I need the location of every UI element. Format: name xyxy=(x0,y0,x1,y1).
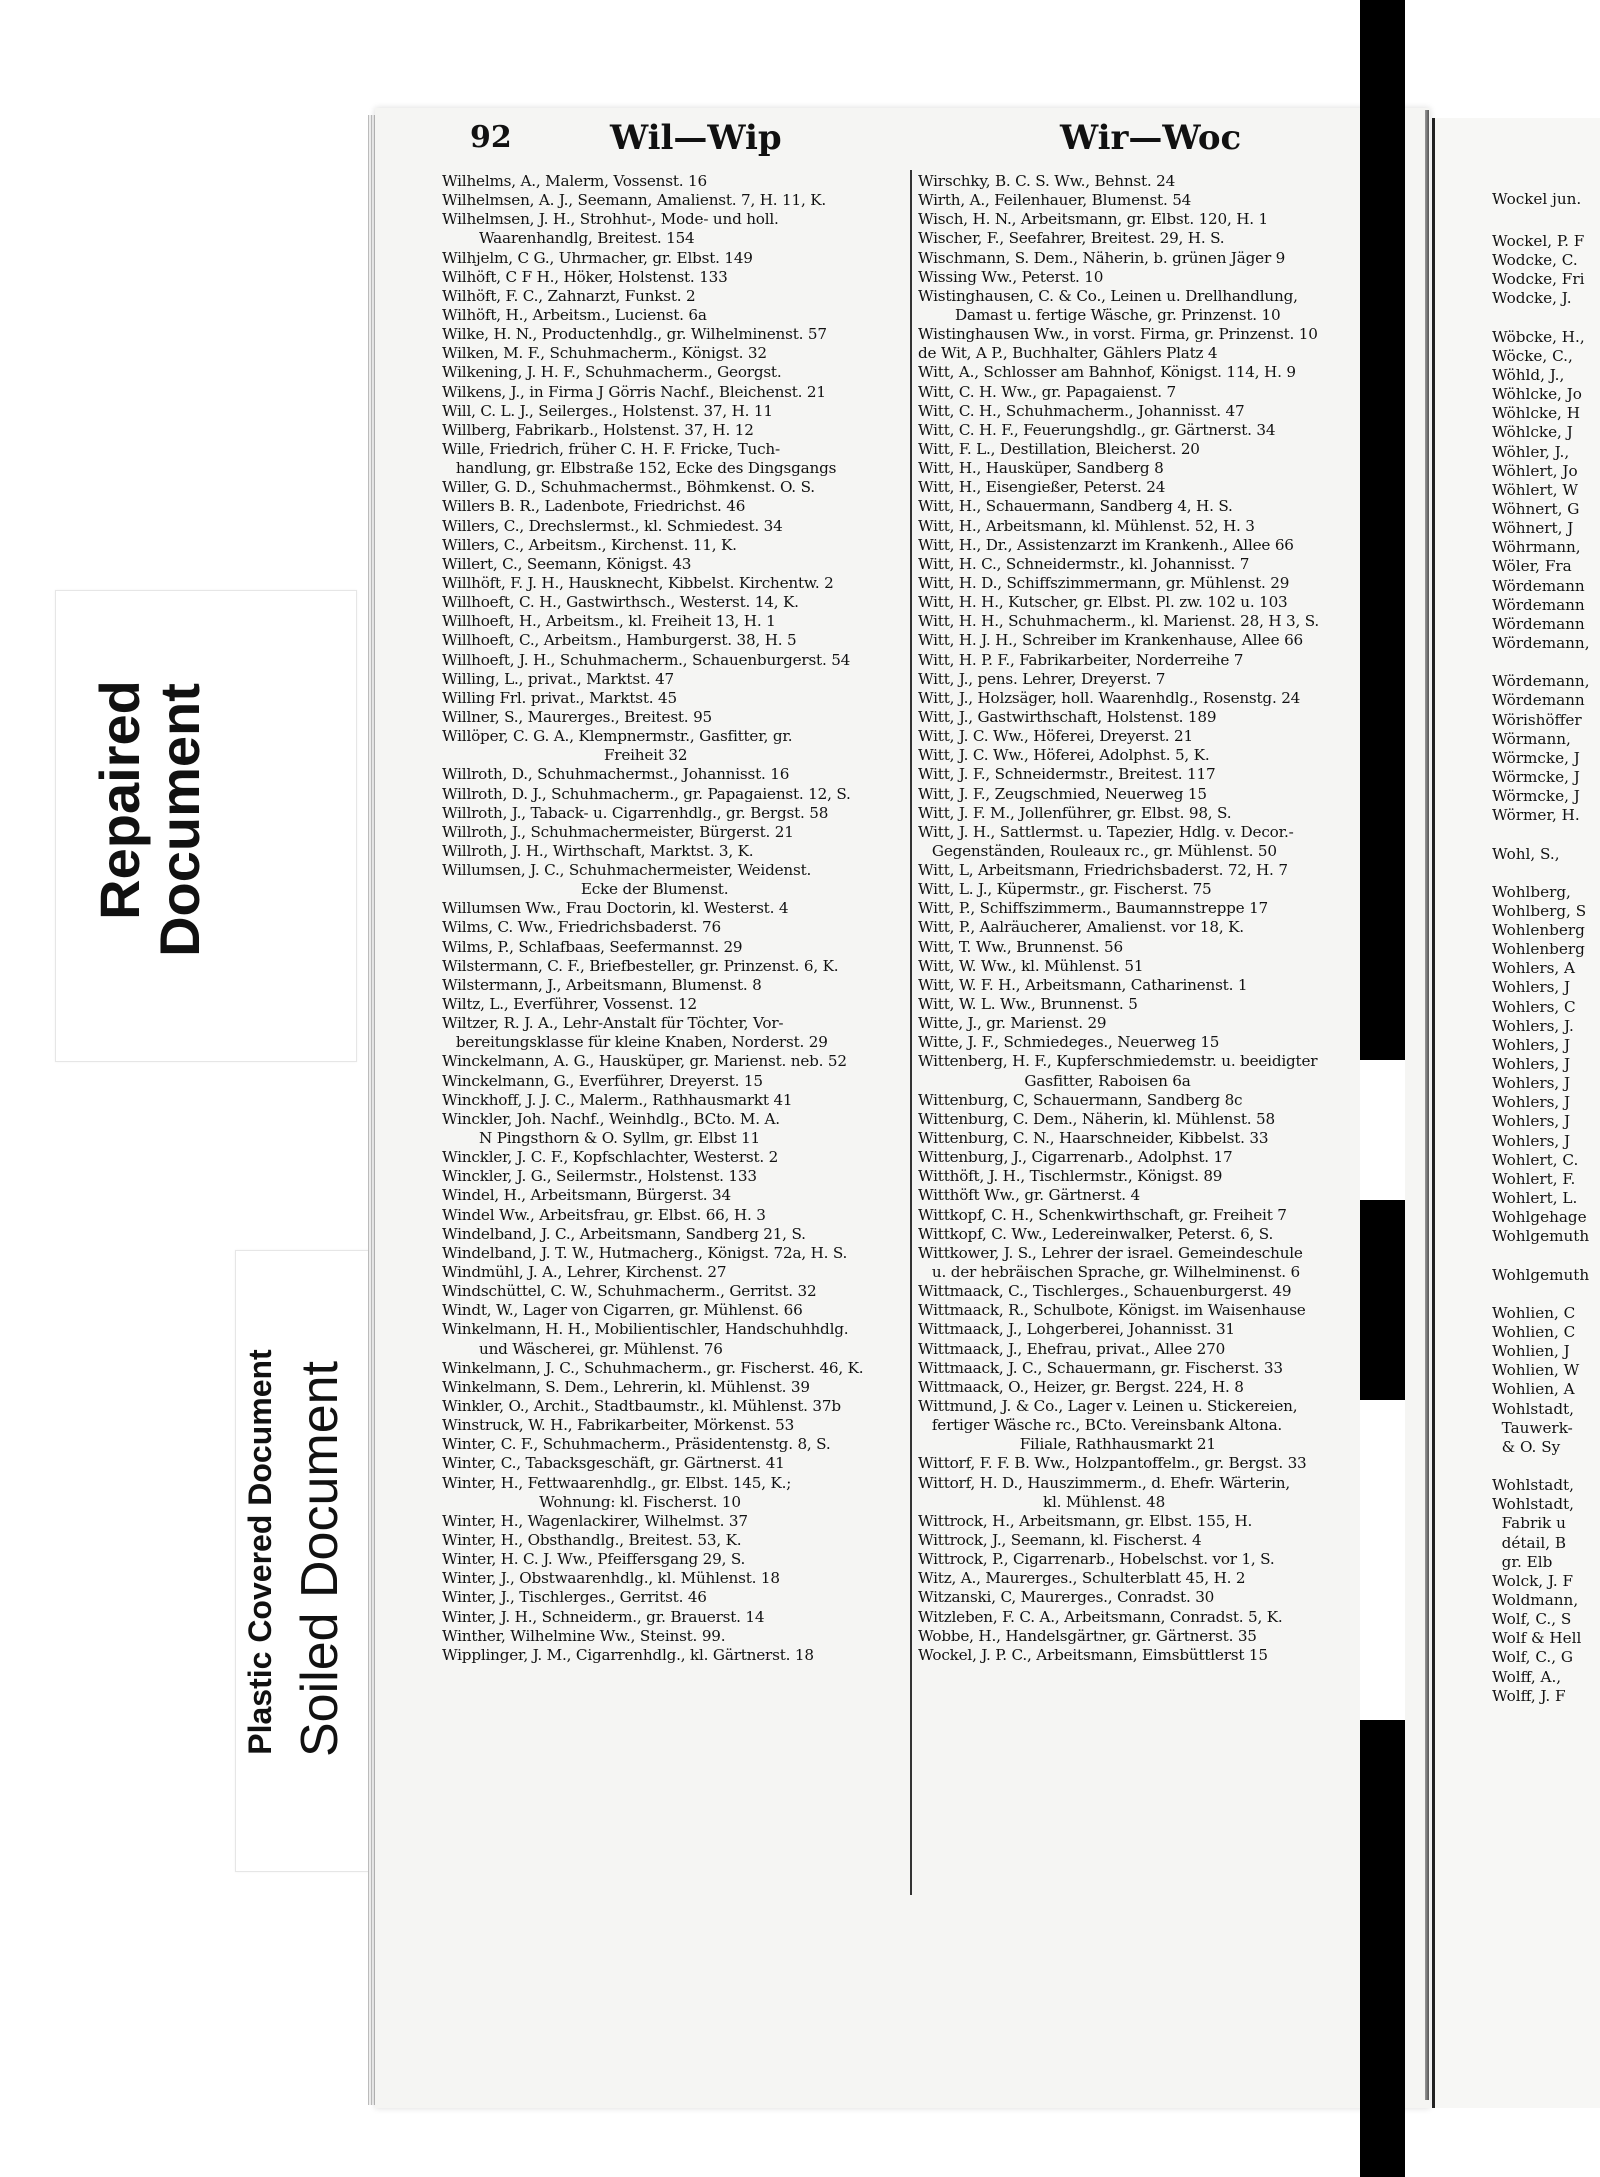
right-column-entry: Wittkopf, C. Ww., Ledereinwalker, Peterst. 6, S. xyxy=(918,1224,1274,1243)
right-column-entry: Witt, H. H., Schuhmacherm., kl. Marienst. 28, H 3, S. xyxy=(918,612,1320,631)
right-column-entry: Witt, H., Arbeitsmann, kl. Mühlenst. 52, H. 3 xyxy=(918,516,1255,535)
right-column-entry: Witt, H. C., Schneidermstr., kl. Johannisst. 7 xyxy=(918,554,1250,573)
next-page-entry xyxy=(1492,1246,1600,1265)
left-column-entry: Wilstermann, J., Arbeitsmann, Blumenst. 8 xyxy=(442,975,762,994)
left-column-entry: Winckelmann, A. G., Hausküper, gr. Marienst. neb. 52 xyxy=(442,1052,847,1071)
right-column-entry: Wittmaack, C., Tischlerges., Schauenburgerst. 49 xyxy=(918,1282,1292,1301)
repaired-label-line2: Document xyxy=(148,683,211,957)
left-column-entry: und Wäscherei, gr. Mühlenst. 76 xyxy=(442,1339,723,1358)
next-page-entry xyxy=(1492,1457,1600,1476)
right-column-entry: Wittenburg, J., Cigarrenarb., Adolphst. 17 xyxy=(918,1148,1233,1167)
right-column-entry: Witt, L, Arbeitsmann, Friedrichsbaderst. 72, H. 7 xyxy=(918,861,1288,880)
right-column-entry: Wittkower, J. S., Lehrer der israel. Gemeindeschule xyxy=(918,1243,1303,1262)
next-page-entry: Wohlert, C. xyxy=(1492,1150,1579,1169)
next-page-entry: Woldmann, xyxy=(1492,1590,1579,1609)
next-page-entry: Wolff, J. F xyxy=(1492,1686,1566,1705)
right-column-entry: Witt, J., Holzsäger, holl. Waarenhdlg., Rosenstg. 24 xyxy=(918,688,1301,707)
left-column-entry: Winter, J., Tischlerges., Gerritst. 46 xyxy=(442,1588,707,1607)
left-column-entry: Winkelmann, J. C., Schuhmacherm., gr. Fischerst. 46, K. xyxy=(442,1358,864,1377)
left-column-entry: Wohnung: kl. Fischerst. 10 xyxy=(442,1492,741,1511)
next-page-entry: Wolck, J. F xyxy=(1492,1571,1574,1590)
left-column-entry: Winstruck, W. H., Fabrikarbeiter, Mörkenst. 53 xyxy=(442,1416,795,1435)
next-page-entry: Wöhlcke, Jo xyxy=(1492,385,1582,404)
right-column-entry: Damast u. fertige Wäsche, gr. Prinzenst. 10 xyxy=(918,305,1281,324)
right-column-entry: Witt, P., Schiffszimmerm., Baumannstreppe 17 xyxy=(918,899,1269,918)
right-column-entry: u. der hebräischen Sprache, gr. Wilhelminenst. 6 xyxy=(918,1263,1300,1282)
left-column-entry: Wilhöft, C F H., Höker, Holstenst. 133 xyxy=(442,267,728,286)
left-column-entry: Winter, H., Wagenlackirer, Wilhelmst. 37 xyxy=(442,1511,748,1530)
next-page-entry: Wohlenberg xyxy=(1492,921,1585,940)
left-column-entry: Wilkens, J., in Firma J Görris Nachf., Bleichenst. 21 xyxy=(442,382,826,401)
left-column-entry: Windmühl, J. A., Lehrer, Kirchenst. 27 xyxy=(442,1263,727,1282)
left-column-entry: Willhoeft, J. H., Schuhmacherm., Schauenburgerst. 54 xyxy=(442,650,851,669)
left-column-entry: Wiltz, L., Everführer, Vossenst. 12 xyxy=(442,995,697,1014)
next-page-entry: Wohlgemuth xyxy=(1492,1265,1590,1284)
left-column-entry: Willroth, D., Schuhmachermst., Johannisst. 16 xyxy=(442,765,790,784)
right-column-entry: Witt, L. J., Küpermstr., gr. Fischerst. 75 xyxy=(918,880,1212,899)
next-page-entry: & O. Sy xyxy=(1492,1437,1561,1456)
next-page-entry: Wöcke, C., xyxy=(1492,346,1573,365)
next-page-entry: Wohlers, J xyxy=(1492,1035,1571,1054)
next-page-entry: Wohlien, C xyxy=(1492,1323,1576,1342)
right-column-entry: Wissing Ww., Peterst. 10 xyxy=(918,267,1104,286)
right-column-entry: Wischmann, S. Dem., Näherin, b. grünen Jäger 9 xyxy=(918,248,1286,267)
next-page-entry xyxy=(1492,1285,1600,1304)
right-column-header: Wir—Woc xyxy=(1060,118,1242,158)
next-page-entry: Wohlgehage xyxy=(1492,1208,1587,1227)
right-column-entry: Witt, H., Schauermann, Sandberg 4, H. S. xyxy=(918,497,1233,516)
left-column-entry: N Pingsthorn & O. Syllm, gr. Elbst 11 xyxy=(442,1129,761,1148)
left-column-entry: Wilhöft, H., Arbeitsm., Lucienst. 6a xyxy=(442,305,707,324)
next-page-entry: Wörmcke, J xyxy=(1492,748,1580,767)
right-column-entry: Filiale, Rathhausmarkt 21 xyxy=(918,1435,1216,1454)
next-page-entry: Wolf, C., S xyxy=(1492,1610,1572,1629)
left-column-entry: Willing Frl. privat., Marktst. 45 xyxy=(442,688,677,707)
next-page-entry: Wohlstadt, xyxy=(1492,1495,1574,1514)
left-column-entry: Willner, S., Maurerges., Breitest. 95 xyxy=(442,707,712,726)
right-column-entry: Wittmaack, J., Lohgerberei, Johannisst. 31 xyxy=(918,1320,1235,1339)
next-page-entry xyxy=(1492,653,1600,672)
next-page-entry: Wohlers, J xyxy=(1492,1112,1571,1131)
right-column-entry: Wittrock, H., Arbeitsmann, gr. Elbst. 155, H. xyxy=(918,1511,1253,1530)
next-page-entry: Wöhlert, W xyxy=(1492,480,1578,499)
left-column-entry: Willhoeft, C. H., Gastwirthsch., Westerst. 14, K. xyxy=(442,593,799,612)
left-column-entry: Willers, C., Arbeitsm., Kirchenst. 11, K. xyxy=(442,535,737,554)
left-column-entry: Ecke der Blumenst. xyxy=(442,880,729,899)
next-page-entry: Wodcke, J. xyxy=(1492,289,1572,308)
left-column-entry: Willert, C., Seemann, Königst. 43 xyxy=(442,554,692,573)
right-column-entry: Wittmaack, R., Schulbote, Königst. im Waisenhause xyxy=(918,1301,1306,1320)
right-column-entry: Wittmaack, O., Heizer, gr. Bergst. 224, H. 8 xyxy=(918,1377,1244,1396)
next-page-entry: Wolf & Hell xyxy=(1492,1629,1582,1648)
next-page-entry: Wöhrmann, xyxy=(1492,538,1581,557)
left-column-entry: Waarenhandlg, Breitest. 154 xyxy=(442,229,695,248)
plastic-covered-label: Plastic Covered Document xyxy=(242,1349,278,1755)
right-column-entry: Wittmund, J. & Co., Lager v. Leinen u. Stickereien, xyxy=(918,1397,1298,1415)
next-page-entry: Wockel, P. F xyxy=(1492,232,1585,250)
right-column-entry: Witte, J., gr. Marienst. 29 xyxy=(918,1014,1107,1033)
left-column-entry: Winter, H., Obsthandlg., Breitest. 53, K. xyxy=(442,1530,742,1549)
left-column-header: Wil—Wip xyxy=(610,118,782,158)
right-column-entry: Wistinghausen, C. & Co., Leinen u. Drellhandlung, xyxy=(918,286,1298,305)
right-column-entry: Witt, J. F. M., Jollenführer, gr. Elbst. 98, S. xyxy=(918,803,1232,822)
left-column-entry: Windelband, J. C., Arbeitsmann, Sandberg 21, S. xyxy=(442,1224,806,1243)
right-column-entry: Witt, J., Gastwirthschaft, Holstenst. 189 xyxy=(918,707,1217,726)
left-column-entry: Willroth, J., Taback- u. Cigarrenhdlg., gr. Bergst. 58 xyxy=(442,803,829,822)
next-page-entry: Tauwerk- xyxy=(1492,1418,1573,1437)
next-page-entry: détail, B xyxy=(1492,1533,1567,1552)
right-column-entry: Gegenständen, Rouleaux rc., gr. Mühlenst. 50 xyxy=(918,841,1277,860)
right-column-entry: Witt, W. F. H., Arbeitsmann, Catharinenst. 1 xyxy=(918,975,1248,994)
next-page-entry: Wöhnert, J xyxy=(1492,519,1574,538)
right-column-entry: Witt, H., Eisengießer, Peterst. 24 xyxy=(918,478,1166,497)
left-column-entry: Willöper, C. G. A., Klempnermstr., Gasfitter, gr. xyxy=(442,727,793,746)
right-column-entry: Wittenburg, C, Schauermann, Sandberg 8c xyxy=(918,1090,1243,1109)
left-column-entry: Winkler, O., Archit., Stadtbaumstr., kl. Mühlenst. 37b xyxy=(442,1397,841,1415)
right-column-entry: Witt, W. L. Ww., Brunnenst. 5 xyxy=(918,995,1138,1014)
left-column-entry: Wilhöft, F. C., Zahnarzt, Funkst. 2 xyxy=(442,286,696,305)
next-page-entry: Wohl, S., xyxy=(1492,844,1560,863)
right-column-entry: Witt, H. D., Schiffszimmermann, gr. Mühlenst. 29 xyxy=(918,573,1290,592)
next-page-entry: Wodcke, C. xyxy=(1492,251,1578,270)
right-column-entry: Witt, J. C. Ww., Höferei, Adolphst. 5, K. xyxy=(918,746,1210,765)
right-column-entry: Witt, C. H. F., Feuerungshdlg., gr. Gärtnerst. 34 xyxy=(918,420,1276,439)
right-column-entry: Wirth, A., Feilenhauer, Blumenst. 54 xyxy=(918,191,1192,210)
left-column-entry: Winter, C., Tabacksgeschäft, gr. Gärtnerst. 41 xyxy=(442,1454,785,1473)
next-page-entry: Wohlers, J xyxy=(1492,1131,1571,1150)
left-column-entry: Willhoeft, C., Arbeitsm., Hamburgerst. 38, H. 5 xyxy=(442,631,797,650)
right-column-entry: Wittenburg, C. N., Haarschneider, Kibbelst. 33 xyxy=(918,1129,1269,1148)
right-column-entry: Witt, W. Ww., kl. Mühlenst. 51 xyxy=(918,956,1144,975)
left-column-entry: Winckler, J. C. F., Kopfschlachter, Westerst. 2 xyxy=(442,1148,779,1167)
next-page-entry: Wöbcke, H., xyxy=(1492,327,1585,346)
right-column-entry: Witz, A., Maurerges., Schulterblatt 45, H. 2 xyxy=(918,1569,1246,1588)
next-page-entry: Wohlers, J xyxy=(1492,1074,1571,1093)
right-column-entry: Wittorf, H. D., Hauszimmerm., d. Ehefr. Wärterin, xyxy=(918,1473,1290,1492)
next-page-entry: Wohlstadt, xyxy=(1492,1399,1574,1418)
right-column-entry: Witt, C. H., Schuhmacherm., Johannisst. 47 xyxy=(918,401,1245,420)
left-column-entry: Winther, Wilhelmine Ww., Steinst. 99. xyxy=(442,1626,726,1645)
right-column-entry: Wittmaack, J. C., Schauermann, gr. Fischerst. 33 xyxy=(918,1358,1283,1377)
right-column-entry: Wisch, H. N., Arbeitsmann, gr. Elbst. 120, H. 1 xyxy=(918,210,1268,229)
left-column-entry: Willroth, D. J., Schuhmacherm., gr. Papagaienst. 12, S. xyxy=(442,784,851,803)
next-page-entry: Wolff, A., xyxy=(1492,1667,1562,1686)
next-page-entry: Wohlgemuth xyxy=(1492,1227,1590,1246)
next-page-entry: Wörmcke, J xyxy=(1492,787,1580,806)
right-column-entry: Witt, J. F., Schneidermstr., Breitest. 117 xyxy=(918,765,1216,784)
soiled-label: Soiled Document xyxy=(291,1361,349,1757)
left-column-entry: Willhoeft, H., Arbeitsm., kl. Freiheit 13, H. 1 xyxy=(442,612,776,631)
next-page-entry: Wördemann, xyxy=(1492,633,1590,652)
right-column-entry: Witt, T. Ww., Brunnenst. 56 xyxy=(918,937,1123,956)
next-page-entry: Wörmer, H. xyxy=(1492,806,1580,825)
next-page-entry: Wöhlert, Jo xyxy=(1492,461,1578,480)
left-column-entry: Wilhjelm, C G., Uhrmacher, gr. Elbst. 149 xyxy=(442,248,753,267)
right-column-entry: Wockel, J. P. C., Arbeitsmann, Eimsbüttlerst 15 xyxy=(918,1645,1268,1664)
right-column-entry: Witt, F. L., Destillation, Bleicherst. 20 xyxy=(918,439,1200,458)
page-number: 92 xyxy=(470,120,512,155)
left-column-entry: Winckelmann, G., Everführer, Dreyerst. 15 xyxy=(442,1071,763,1090)
right-column-entry: Wittrock, P., Cigarrenarb., Hobelschst. vor 1, S. xyxy=(918,1550,1275,1569)
next-page-entry: gr. Elb xyxy=(1492,1552,1553,1571)
left-column-entry: Wiltzer, R. J. A., Lehr-Anstalt für Töchter, Vor- xyxy=(442,1014,784,1033)
right-column-entry: Wittmaack, J., Ehefrau, privat., Allee 270 xyxy=(918,1339,1226,1358)
left-column-entry: Wilken, M. F., Schuhmacherm., Königst. 32 xyxy=(442,344,767,363)
right-column-entry: Wirschky, B. C. S. Ww., Behnst. 24 xyxy=(918,172,1176,190)
left-column-entry: Winter, H. C. J. Ww., Pfeiffersgang 29, S. xyxy=(442,1550,746,1569)
right-column-entry: Witt, H., Hausküper, Sandberg 8 xyxy=(918,459,1164,478)
left-column-entries xyxy=(442,172,904,1665)
right-column-entry: Witt, H. H., Kutscher, gr. Elbst. Pl. zw. 102 u. 103 xyxy=(918,593,1288,612)
next-page-entry: Fabrik u xyxy=(1492,1514,1566,1533)
next-page-entry: Wördemann xyxy=(1492,614,1585,633)
left-column-entry: Wilhelms, A., Malerm, Vossenst. 16 xyxy=(442,172,707,190)
right-column-entry: Witt, P., Aalräucherer, Amalienst. vor 18, K. xyxy=(918,918,1244,937)
left-column-entry: Windt, W., Lager von Cigarren, gr. Mühlenst. 66 xyxy=(442,1301,803,1320)
right-column-entry: Witzleben, F. C. A., Arbeitsmann, Conradst. 5, K. xyxy=(918,1607,1283,1626)
next-page-entry: Wolf, C., G xyxy=(1492,1648,1574,1667)
next-page-entry: Wohlers, J xyxy=(1492,978,1571,997)
left-column-entry: Winckler, J. G., Seilermstr., Holstenst. 133 xyxy=(442,1167,757,1186)
left-column-entry: Wilke, H. N., Productenhdlg., gr. Wilhelminenst. 57 xyxy=(442,325,827,344)
left-column-entry: Wilstermann, C. F., Briefbesteller, gr. Prinzenst. 6, K. xyxy=(442,956,839,975)
next-page-entry: Wöhlcke, J xyxy=(1492,423,1573,442)
column-divider xyxy=(910,170,912,1895)
left-column-entry: bereitungsklasse für kleine Knaben, Norderst. 29 xyxy=(442,1033,828,1052)
left-column-entry: Wille, Friedrich, früher C. H. F. Fricke, Tuch- xyxy=(442,439,780,458)
right-column-entry: Wittenberg, H. F., Kupferschmiedemstr. u. beeidigter xyxy=(918,1052,1318,1071)
next-page-entry: Wöhld, J., xyxy=(1492,365,1565,384)
left-column-entry: Windelband, J. T. W., Hutmacherg., Königst. 72a, H. S. xyxy=(442,1243,848,1262)
next-page-entry: Wöhnert, G xyxy=(1492,499,1580,518)
right-column-entry: Witt, A., Schlosser am Bahnhof, Königst. 114, H. 9 xyxy=(918,363,1296,382)
right-column-entry: Witt, J. C. Ww., Höferei, Dreyerst. 21 xyxy=(918,727,1193,746)
left-column-entry: Winckhoff, J. J. C., Malerm., Rathhausmarkt 41 xyxy=(442,1090,793,1109)
next-page-entry: Wördemann xyxy=(1492,691,1585,710)
next-page-entry: Wohlien, C xyxy=(1492,1303,1576,1322)
right-column-entry: Witzanski, C, Maurerges., Conradst. 30 xyxy=(918,1588,1215,1607)
left-column-entry: Willing, L., privat., Marktst. 47 xyxy=(442,669,675,688)
right-column-entry: de Wit, A P., Buchhalter, Gählers Platz 4 xyxy=(918,344,1218,363)
next-page-entry: Wördemann xyxy=(1492,576,1585,595)
next-page-entry: Wohlenberg xyxy=(1492,940,1585,959)
next-page-entry: Wörishöffer xyxy=(1492,710,1582,729)
next-page-entry: Wohlers, J xyxy=(1492,1055,1571,1074)
next-page-entry: Wohlers, C xyxy=(1492,997,1576,1016)
next-page-entries xyxy=(1492,232,1600,1706)
next-page-entry: Wohlien, W xyxy=(1492,1361,1580,1380)
next-page-entry: Wörmcke, J xyxy=(1492,767,1580,786)
left-column-entry: Willroth, J. H., Wirthschaft, Marktst. 3, K. xyxy=(442,841,754,860)
next-page-entry: Wohlberg, xyxy=(1492,882,1571,901)
left-column-entry: Windschüttel, C. W., Schuhmacherm., Gerritst. 32 xyxy=(442,1282,817,1301)
right-column-entry: Witt, H. J. H., Schreiber im Krankenhause, Allee 66 xyxy=(918,631,1304,650)
left-column-entry: Will, C. L. J., Seilerges., Holstenst. 37, H. 11 xyxy=(442,401,773,420)
scan-black-strip xyxy=(1360,0,1405,2177)
next-page-entry: Wohlert, L. xyxy=(1492,1189,1578,1208)
right-column-entry: Witt, J. F., Zeugschmied, Neuerweg 15 xyxy=(918,784,1207,803)
right-column-entry: kl. Mühlenst. 48 xyxy=(918,1492,1166,1511)
right-column-entries xyxy=(918,172,1358,1665)
left-column-entry: Willer, G. D., Schuhmachermst., Böhmkenst. O. S. xyxy=(442,478,815,497)
right-column-entry: Wittkopf, C. H., Schenkwirthschaft, gr. Freiheit 7 xyxy=(918,1205,1287,1224)
left-column-entry: Wipplinger, J. M., Cigarrenhdlg., kl. Gärtnerst. 18 xyxy=(442,1645,814,1664)
next-page-entry: Wöhlcke, H xyxy=(1492,404,1580,423)
left-column-entry: Willroth, J., Schuhmachermeister, Bürgerst. 21 xyxy=(442,822,794,841)
right-column-entry: Witt, H. P. F., Fabrikarbeiter, Norderreihe 7 xyxy=(918,650,1244,669)
next-page-entry: Wördemann xyxy=(1492,595,1585,614)
next-page-entry: Wohlstadt, xyxy=(1492,1476,1574,1495)
right-column-entry: Witt, J., pens. Lehrer, Dreyerst. 7 xyxy=(918,669,1166,688)
left-column-entry: Wilms, C. Ww., Friedrichsbaderst. 76 xyxy=(442,918,721,937)
left-column-entry: Wilms, P., Schlafbaas, Seefermannst. 29 xyxy=(442,937,743,956)
right-column-entry: Witte, J. F., Schmiedeges., Neuerweg 15 xyxy=(918,1033,1220,1052)
next-page-entry: Wohlers, A xyxy=(1492,959,1576,978)
next-page-entry: Wodcke, Fri xyxy=(1492,270,1585,289)
right-column-entry: Witt, J. H., Sattlermst. u. Tapezier, Hdlg. v. Decor.- xyxy=(918,822,1294,841)
next-page-entry: Wohlien, A xyxy=(1492,1380,1575,1399)
right-column-entry: Witt, H., Dr., Assistenzarzt im Krankenh., Allee 66 xyxy=(918,535,1294,554)
left-column-entry: Willumsen, J. C., Schuhmachermeister, Weidenst. xyxy=(442,861,812,880)
left-column-entry: handlung, gr. Elbstraße 152, Ecke des Dingsgangs xyxy=(442,459,837,478)
right-column-entry: Witt, C. H. Ww., gr. Papagaienst. 7 xyxy=(918,382,1176,401)
next-page-entry: Wohlers, J xyxy=(1492,1093,1571,1112)
next-page-entry: Wohlberg, S xyxy=(1492,901,1587,920)
left-column-entry: Winter, J. H., Schneiderm., gr. Brauerst. 14 xyxy=(442,1607,765,1626)
left-column-entry: Willberg, Fabrikarb., Holstenst. 37, H. 12 xyxy=(442,420,754,439)
left-column-entry: Willers B. R., Ladenbote, Friedrichst. 46 xyxy=(442,497,746,516)
right-column-entry: Wittenburg, C. Dem., Näherin, kl. Mühlenst. 58 xyxy=(918,1109,1275,1128)
right-column-entry: Wistinghausen Ww., in vorst. Firma, gr. Prinzenst. 10 xyxy=(918,325,1318,344)
left-column-entry: Winkelmann, S. Dem., Lehrerin, kl. Mühlenst. 39 xyxy=(442,1377,810,1396)
left-column-entry: Willumsen Ww., Frau Doctorin, kl. Westerst. 4 xyxy=(442,899,789,918)
next-page-entry xyxy=(1492,309,1600,328)
page-fold xyxy=(1425,110,1429,2100)
right-column-entry: Wobbe, H., Handelsgärtner, gr. Gärtnerst. 35 xyxy=(918,1626,1257,1645)
right-column-entry: Gasfitter, Raboisen 6a xyxy=(918,1071,1191,1090)
left-column-entry: Winckler, Joh. Nachf., Weinhdlg., BCto. M. A. xyxy=(442,1109,780,1128)
left-column-entry: Wilhelmsen, A. J., Seemann, Amalienst. 7, H. 11, K. xyxy=(442,191,827,210)
left-column-entry: Freiheit 32 xyxy=(442,746,688,765)
left-column-entry: Winter, C. F., Schuhmacherm., Präsidentenstg. 8, S. xyxy=(442,1435,831,1454)
next-page-entry: Wöhler, J., xyxy=(1492,442,1570,461)
left-column-entry: Wilhelmsen, J. H., Strohhut-, Mode- und holl. xyxy=(442,210,779,229)
next-page-entry xyxy=(1492,825,1600,844)
next-page-entry: Wörmann, xyxy=(1492,729,1571,748)
next-page-entry: Wöler, Fra xyxy=(1492,557,1572,576)
left-column-entry: Winter, J., Obstwaarenhdlg., kl. Mühlenst. 18 xyxy=(442,1569,780,1588)
next-page-entry xyxy=(1492,864,1600,883)
right-column-entry: Witthöft, J. H., Tischlermstr., Königst. 89 xyxy=(918,1167,1223,1186)
right-column-entry: Wittorf, F. F. B. Ww., Holzpantoffelm., gr. Bergst. 33 xyxy=(918,1454,1307,1473)
right-column-entry: fertiger Wäsche rc., BCto. Vereinsbank Altona. xyxy=(918,1416,1283,1435)
right-column-entry: Wischer, F., Seefahrer, Breitest. 29, H. S. xyxy=(918,229,1225,248)
right-column-entry: Wittrock, J., Seemann, kl. Fischerst. 4 xyxy=(918,1530,1202,1549)
left-column-entry: Windel, H., Arbeitsmann, Bürgerst. 34 xyxy=(442,1186,731,1205)
left-column-entry: Windel Ww., Arbeitsfrau, gr. Elbst. 66, H. 3 xyxy=(442,1205,766,1224)
left-column-entry: Winkelmann, H. H., Mobilientischler, Handschuhhdlg. xyxy=(442,1320,849,1339)
next-page-entry: Wohlers, J. xyxy=(1492,1016,1574,1035)
left-column-entry: Willhöft, F. J. H., Hausknecht, Kibbelst. Kirchentw. 2 xyxy=(442,573,834,592)
next-page-entry: Wohlert, F. xyxy=(1492,1169,1576,1188)
next-page-entry: Wördemann, xyxy=(1492,672,1590,691)
next-page-entry: Wohlien, J xyxy=(1492,1342,1570,1361)
right-column-entry: Witthöft Ww., gr. Gärtnerst. 4 xyxy=(918,1186,1140,1205)
left-column-entry: Willers, C., Drechslermst., kl. Schmiedest. 34 xyxy=(442,516,783,535)
left-column-entry: Winter, H., Fettwaarenhdlg., gr. Elbst. 145, K.; xyxy=(442,1473,792,1492)
next-page-top-entry: Wockel jun. xyxy=(1492,190,1582,208)
left-column-entry: Wilkening, J. H. F., Schuhmacherm., Georgst. xyxy=(442,363,782,382)
repaired-label-line1: Repaired xyxy=(88,680,151,920)
